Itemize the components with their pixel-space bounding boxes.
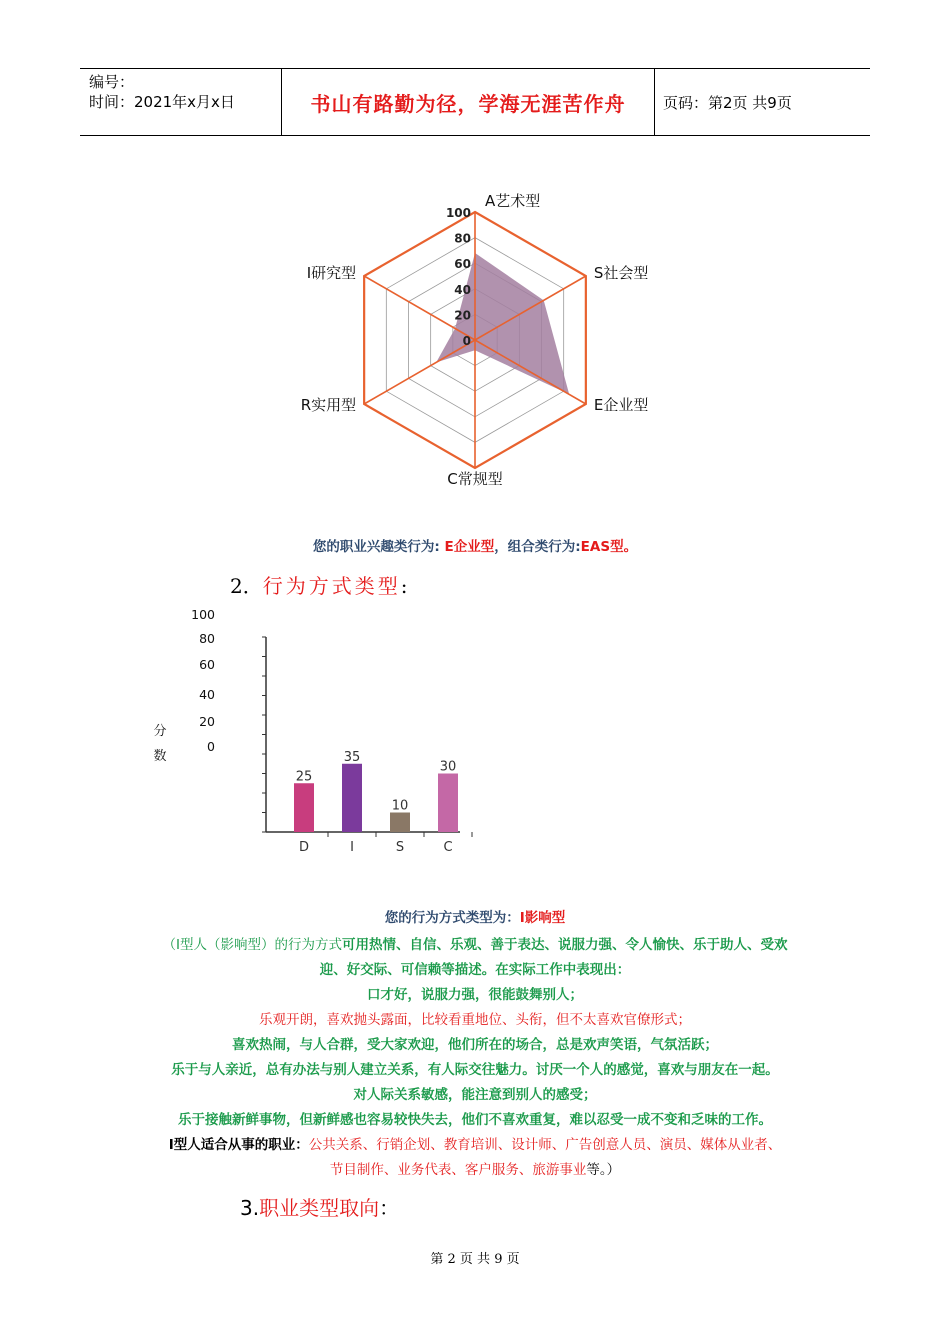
- interest-result-prefix: 您的职业兴趣类行为:: [312, 539, 445, 555]
- bar-category-label: S: [395, 840, 405, 855]
- radar-tick-label: 20: [454, 308, 471, 323]
- bar-y-axis-label: 数: [153, 749, 167, 764]
- desc-line-4: 乐观开朗，喜欢抛头露面，比较看重地位、头衔，但不太喜欢官僚形式；: [259, 1012, 691, 1028]
- section-3-number: 3.: [240, 1196, 260, 1220]
- page-header: [80, 68, 870, 136]
- page-footer: 第 2 页 共 9 页: [430, 1252, 520, 1267]
- radar-chart: [270, 190, 690, 490]
- interest-result: [0, 535, 950, 555]
- interest-result-mid: ，组合类行为:: [494, 539, 581, 555]
- bar-data-label: 35: [343, 749, 361, 765]
- desc-line-9: [0, 1133, 950, 1153]
- bar-y-tick-label: 40: [199, 687, 215, 702]
- time-label: 时间：2021年x月x日: [89, 93, 235, 111]
- desc-line-6: 乐于与人亲近，总有办法与别人建立关系，有人际交往魅力。讨厌一个人的感觉，喜欢与朋友在一起。: [171, 1062, 779, 1078]
- bar-D: [294, 783, 314, 832]
- desc-line-1b: 可用热情、自信、乐观、善于表达、说服力强、令人愉快、乐于助人、受欢: [341, 937, 788, 953]
- bar-y-tick-label: 100: [191, 607, 215, 622]
- section-3-text: 职业类型取向: [259, 1196, 380, 1220]
- careers-end: 等。）: [586, 1162, 621, 1178]
- section-2-title: [230, 570, 407, 599]
- behavior-bar-chart: [140, 605, 500, 860]
- bar-I: [342, 764, 362, 832]
- behavior-result-type: I影响型: [519, 910, 566, 926]
- bar-y-tick-label: 20: [199, 714, 215, 729]
- careers-label: I型人适合从事的职业: [168, 1137, 296, 1153]
- desc-line-3: 口才好，说服力强，很能鼓舞别人；: [367, 987, 583, 1003]
- desc-line-5: 喜欢热闹，与人合群，受大家欢迎，他们所在的场合，总是欢声笑语，气氛活跃；: [232, 1037, 718, 1053]
- careers-list-2: 节目制作、业务代表、客户服务、旅游事业: [329, 1162, 587, 1178]
- bar-y-tick-label: 0: [207, 739, 215, 754]
- desc-line-10: [0, 1158, 950, 1178]
- section-2-number: 2．: [230, 574, 263, 598]
- radar-axis-label: C常规型: [447, 470, 503, 488]
- careers-colon: ：: [295, 1137, 309, 1153]
- behavior-result-prefix: 您的行为方式类型为：: [384, 910, 520, 926]
- header-motto: [282, 69, 655, 135]
- bar-y-tick-label: 80: [199, 631, 215, 646]
- radar-axis-label: S社会型: [593, 264, 649, 282]
- desc-line-7: 对人际关系敏感，能注意到别人的感受；: [353, 1087, 597, 1103]
- bar-category-label: D: [298, 840, 310, 855]
- bar-y-tick-label: 60: [199, 657, 215, 672]
- section-3-colon: ：: [379, 1196, 400, 1220]
- motto-text: 书山有路勤为径，学海无涯苦作舟: [310, 91, 626, 116]
- desc-line-1: [0, 933, 950, 953]
- radar-axis-label: A艺术型: [485, 192, 541, 210]
- desc-line-1a: （I型人（影响型）的行为方式: [162, 937, 342, 953]
- desc-line-8: 乐于接触新鲜事物，但新鲜感也容易较快失去，他们不喜欢重复，难以忍受一成不变和乏味的工作。: [178, 1112, 772, 1128]
- careers-list-1: 公共关系、行销企划、教育培训、设计师、广告创意人员、演员、媒体从业者、: [308, 1137, 782, 1153]
- bar-C: [438, 774, 458, 833]
- radar-tick-label: 80: [454, 231, 471, 246]
- number-label: 编号：: [89, 73, 135, 91]
- header-page: [655, 69, 870, 135]
- desc-line-2: 迎、好交际、可信赖等描述。在实际工作中表现出：: [319, 962, 631, 978]
- section-3-title: [240, 1192, 399, 1221]
- radar-axis-label: R实用型: [300, 396, 357, 414]
- section-2-colon: :: [400, 574, 408, 598]
- radar-tick-label: 0: [462, 334, 471, 348]
- page-label: 页码：第2页 共9页: [663, 93, 792, 112]
- bar-S: [390, 813, 410, 833]
- radar-tick-label: 40: [454, 282, 471, 297]
- bar-y-axis-label: 分: [153, 724, 167, 739]
- bar-data-label: 30: [439, 759, 457, 775]
- bar-data-label: 25: [295, 769, 313, 785]
- section-2-text: 行为方式类型: [262, 574, 401, 598]
- radar-tick-label: 100: [445, 206, 471, 220]
- radar-axis-label: E企业型: [593, 396, 649, 414]
- bar-category-label: C: [443, 840, 453, 855]
- radar-axis-label: I研究型: [306, 264, 357, 282]
- bar-category-label: I: [350, 840, 354, 855]
- header-meta: [80, 69, 282, 135]
- bar-data-label: 10: [391, 798, 409, 814]
- radar-spoke: [364, 340, 475, 404]
- radar-tick-label: 60: [454, 257, 471, 272]
- behavior-result: [0, 906, 950, 926]
- interest-result-type: E企业型: [444, 539, 495, 555]
- interest-result-combo: EAS型。: [580, 539, 638, 555]
